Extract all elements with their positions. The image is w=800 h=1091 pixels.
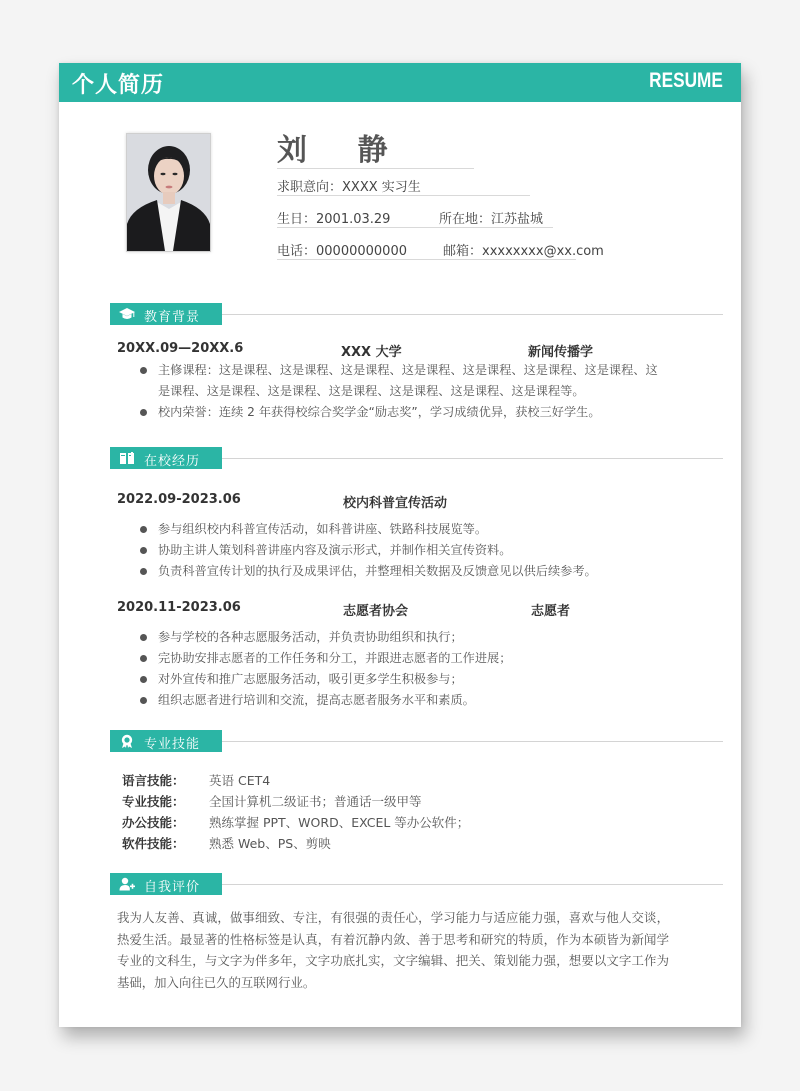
section-tag xyxy=(110,730,222,752)
section-title: 专业技能 xyxy=(144,737,201,752)
section-title: 在校经历 xyxy=(144,454,201,469)
section-tag xyxy=(110,447,222,469)
skill-label: 语言技能： xyxy=(122,773,185,788)
campus-period: 2020.11-2023.06 xyxy=(117,600,241,615)
list-item: 参与组织校内科普宣传活动，如科普讲座、铁路科技展览等。 xyxy=(137,519,597,540)
list-item: 协助主讲人策划科普讲座内容及演示形式，并制作相关宣传资料。 xyxy=(137,540,597,561)
banner-title-en: RESUME xyxy=(649,69,723,92)
list-item: 主修课程：这是课程、这是课程、这是课程、这是课程、这是课程、这是课程、这是课程、这是课程、这是课程、这是课程、这是课程、这是课程、这是课程、这是课程等。 xyxy=(137,360,667,402)
job-intent xyxy=(277,176,421,195)
location-label: 所在地： xyxy=(439,212,492,227)
education-school: XXX 大学 xyxy=(341,345,402,360)
portrait-image xyxy=(127,134,210,251)
email-label: 邮箱： xyxy=(443,244,483,259)
section-title: 教育背景 xyxy=(144,310,201,325)
skill-label: 办公技能： xyxy=(122,815,185,830)
award-badge-icon xyxy=(119,734,135,748)
skill-value: 熟练掌握 PPT、WORD、EXCEL 等办公软件； xyxy=(209,815,470,830)
user-plus-icon xyxy=(119,877,135,891)
email xyxy=(443,240,604,259)
section-tag xyxy=(110,873,222,895)
job-intent-label: 求职意向： xyxy=(277,180,343,195)
header-banner xyxy=(59,63,741,102)
section-divider xyxy=(222,458,723,459)
location xyxy=(439,208,543,227)
phone xyxy=(277,240,407,259)
education-period: 20XX.09—20XX.6 xyxy=(117,341,244,356)
divider-line xyxy=(277,168,474,169)
section-header-education xyxy=(110,303,722,325)
email-value: xxxxxxxx@xx.com xyxy=(482,244,604,259)
phone-label: 电话： xyxy=(277,244,317,259)
book-icon xyxy=(119,451,135,465)
self-evaluation-text: 我为人友善、真诚，做事细致、专注，有很强的责任心，学习能力与适应能力强，喜欢与他人交谈，热爱生活。最显著的性格标签是认真，有着沉静内敛、善于思考和研究的特质，作为本硕皆为新闻学专业的文科生，与文字为伴多年，文字功底扎实，文字编辑、把关、策划能力强，想要以文字工作为基础，加入向往已久的互联网行业。 xyxy=(117,910,669,990)
education-bullets xyxy=(137,360,667,423)
birthday-label: 生日： xyxy=(277,212,317,227)
section-tag xyxy=(110,303,222,325)
section-title: 自我评价 xyxy=(144,880,201,895)
list-item: 参与学校的各种志愿服务活动，并负责协助组织和执行； xyxy=(137,627,511,648)
campus-org: 志愿者协会 xyxy=(343,604,409,619)
job-intent-value: XXXX 实习生 xyxy=(342,180,421,195)
profile-photo xyxy=(126,133,211,252)
skill-label: 专业技能： xyxy=(122,794,185,809)
list-item: 对外宣传和推广志愿服务活动，吸引更多学生积极参与； xyxy=(137,669,511,690)
skill-value: 熟悉 Web、PS、剪映 xyxy=(209,836,331,851)
list-item: 负责科普宣传计划的执行及成果评估，并整理相关数据及反馈意见以供后续参考。 xyxy=(137,561,597,582)
section-header-skills xyxy=(110,730,722,752)
campus-period: 2022.09-2023.06 xyxy=(117,492,241,507)
campus-bullets xyxy=(137,519,597,582)
section-header-self-eval xyxy=(110,873,722,895)
divider-line xyxy=(277,227,553,228)
campus-role: 志愿者 xyxy=(531,604,571,619)
list-item: 完协助安排志愿者的工作任务和分工，并跟进志愿者的工作进展； xyxy=(137,648,511,669)
birthday xyxy=(277,208,390,227)
campus-org: 校内科普宣传活动 xyxy=(343,496,448,511)
skill-value: 英语 CET4 xyxy=(209,773,271,788)
banner-title: 个人简历 xyxy=(72,73,165,98)
phone-value: 00000000000 xyxy=(316,244,407,259)
birthday-value: 2001.03.29 xyxy=(316,212,391,227)
list-item: 组织志愿者进行培训和交流，提高志愿者服务水平和素质。 xyxy=(137,690,511,711)
divider-line xyxy=(277,259,576,260)
graduation-cap-icon xyxy=(119,307,135,321)
education-major: 新闻传播学 xyxy=(528,345,594,360)
section-divider xyxy=(222,884,723,885)
section-header-campus xyxy=(110,447,722,469)
location-value: 江苏盐城 xyxy=(491,212,544,227)
section-divider xyxy=(222,314,723,315)
list-item: 校内荣誉：连续 2 年获得校综合奖学金“励志奖”，学习成绩优异，获校三好学生。 xyxy=(137,402,667,423)
divider-line xyxy=(277,195,530,196)
resume-page xyxy=(59,63,741,1027)
campus-bullets xyxy=(137,627,511,711)
candidate-name: 刘 静 xyxy=(277,133,408,168)
section-divider xyxy=(222,741,723,742)
skill-label: 软件技能： xyxy=(122,836,185,851)
skill-value: 全国计算机二级证书；普通话一级甲等 xyxy=(209,794,422,809)
